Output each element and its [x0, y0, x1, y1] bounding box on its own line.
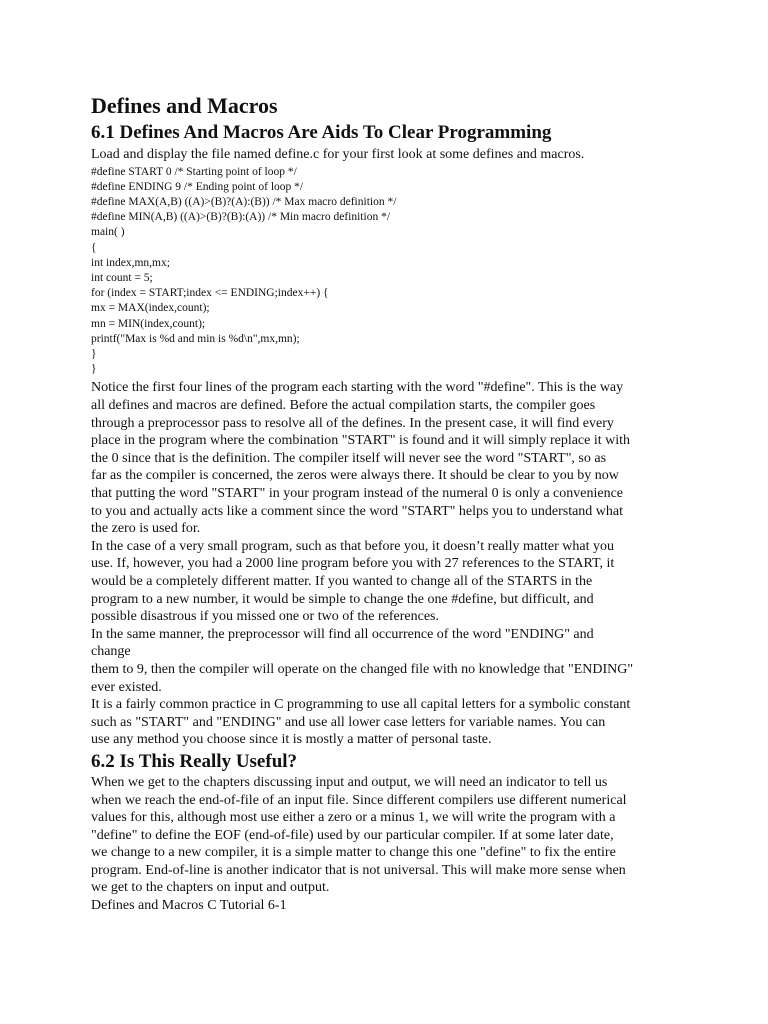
code-line: int count = 5;: [91, 272, 153, 285]
text-line: far as the compiler is concerned, the zeros were always there. It should be clear to you by now: [91, 468, 619, 484]
text-line: In the case of a very small program, such as that before you, it doesn’t really matter what you: [91, 538, 615, 554]
text-line: such as "START" and "ENDING" and use all lower case letters for variable names. You can: [91, 714, 606, 730]
paragraph-same-manner: [91, 626, 681, 696]
code-line: }: [91, 348, 97, 361]
code-line: main( ): [91, 226, 125, 239]
text-line: ever existed.: [91, 679, 162, 695]
text-line: program to a new number, it would be simple to change the one #define, but difficult, and: [91, 591, 594, 607]
paragraph-small-program: [91, 538, 681, 626]
text-line: It is a fairly common practice in C programming to use all capital letters for a symbolic constant: [91, 697, 631, 713]
text-line: them to 9, then the compiler will operate on the changed file with no knowledge that "ENDING": [91, 661, 634, 677]
text-line: Notice the first four lines of the program each starting with the word "#define". This is the way: [91, 380, 624, 396]
text-line: When we get to the chapters discussing input and output, we will need an indicator to tell us: [91, 774, 608, 790]
paragraph-common-practice: [91, 696, 681, 749]
code-line: #define ENDING 9 /* Ending point of loop */: [91, 180, 304, 193]
text-line: to you and actually acts like a comment since the word "START" helps you to understand what: [91, 503, 624, 519]
code-line: for (index = START;index <= ENDING;index++) {: [91, 287, 329, 300]
text-line: through a preprocessor pass to resolve all of the defines. In the present case, it will find every: [91, 415, 614, 431]
code-listing: [91, 165, 681, 378]
intro-paragraph: Load and display the file named define.c for your first look at some defines and macros.: [91, 147, 585, 162]
text-line: change: [91, 644, 131, 660]
text-line: possible disastrous if you missed one or two of the references.: [91, 609, 439, 625]
text-line: use any method you choose since it is mostly a matter of personal taste.: [91, 732, 492, 748]
text-line: place in the program where the combination "START" is found and it will simply replace it with: [91, 433, 631, 449]
text-line: the zero is used for.: [91, 521, 201, 537]
text-line: the 0 since that is the definition. The compiler itself will never see the word "START", so as: [91, 450, 607, 466]
text-line: all defines and macros are defined. Before the actual compilation starts, the compiler goes: [91, 398, 596, 414]
text-line: that putting the word "START" in your program instead of the numeral 0 is only a convenience: [91, 486, 624, 501]
code-line: int index,mn,mx;: [91, 256, 170, 269]
text-line: In the same manner, the preprocessor will find all occurrence of the word "ENDING" and: [91, 626, 594, 642]
text-line: when we reach the end-of-file of an input file. Since different compilers use different numerical: [91, 792, 627, 808]
text-line: values for this, although most use either a zero or a minus 1, we will write the program with a: [91, 810, 616, 826]
text-line: program. End-of-line is another indicator that is not universal. This will make more sense when: [91, 862, 626, 878]
code-line: {: [91, 241, 97, 254]
code-line: printf("Max is %d and min is %d\n",mx,mn);: [91, 332, 300, 345]
text-line: we get to the chapters on input and output.: [91, 880, 330, 896]
code-line: mx = MAX(index,count);: [91, 302, 210, 315]
paragraph-notice: [91, 379, 681, 537]
code-line: #define START 0 /* Starting point of loop */: [91, 165, 297, 178]
document-page: [91, 92, 681, 915]
page-footer: Defines and Macros C Tutorial 6-1: [91, 898, 287, 914]
code-line: }: [91, 363, 97, 376]
code-line: #define MIN(A,B) ((A)>(B)?(B):(A)) /* Min macro definition */: [91, 211, 391, 224]
page-title: Defines and Macros: [91, 93, 278, 118]
code-line: mn = MIN(index,count);: [91, 317, 206, 330]
text-line: we change to a new compiler, it is a simple matter to change this one "define" to fix the entire: [91, 845, 616, 861]
section-heading-6-1: 6.1 Defines And Macros Are Aids To Clear Programming: [91, 122, 552, 143]
section-heading-6-2: 6.2 Is This Really Useful?: [91, 750, 298, 772]
text-line: use. If, however, you had a 2000 line program before you with 27 references to the START, it: [91, 556, 615, 572]
text-line: would be a completely different matter. If you wanted to change all of the STARTS in the: [91, 573, 593, 589]
text-line: "define" to define the EOF (end-of-file) used by our particular compiler. If at some later date,: [91, 827, 614, 843]
code-line: #define MAX(A,B) ((A)>(B)?(A):(B)) /* Max macro definition */: [91, 196, 397, 208]
paragraph-useful: [91, 774, 681, 897]
